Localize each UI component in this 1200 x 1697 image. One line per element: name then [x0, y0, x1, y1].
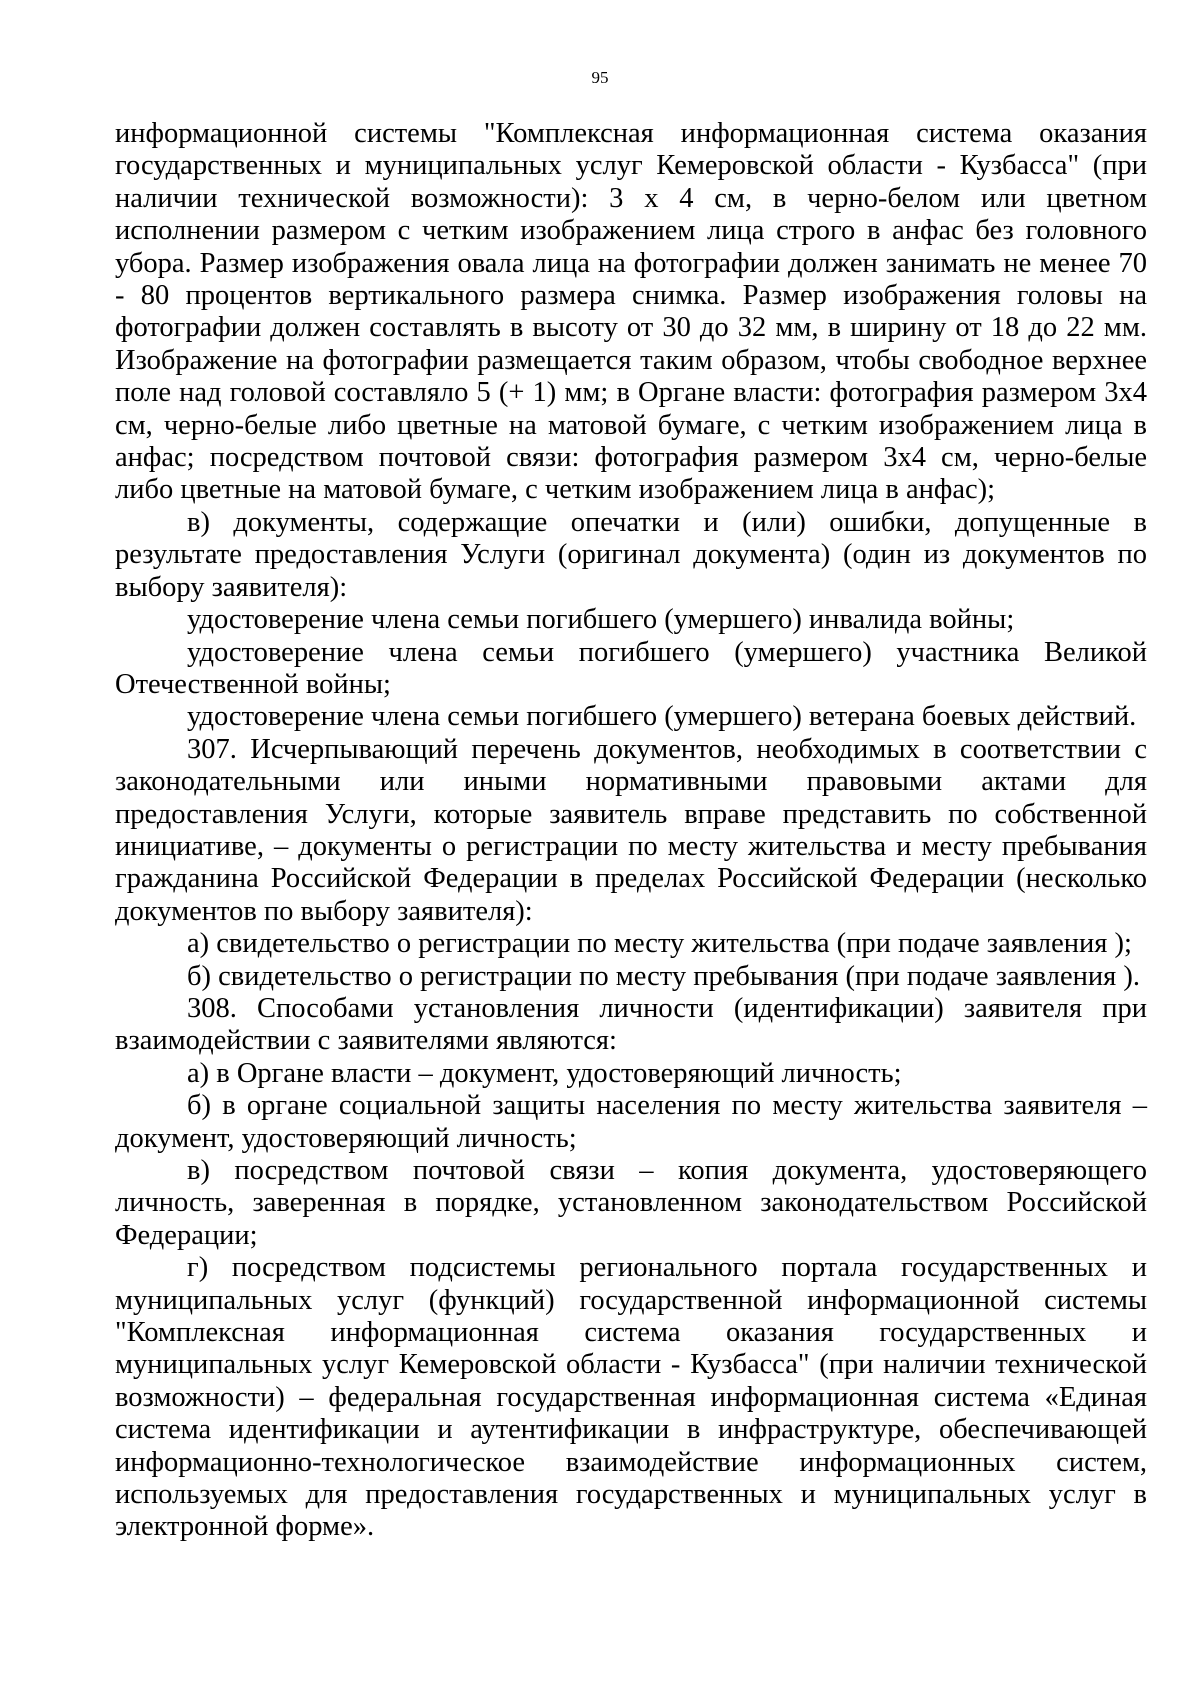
paragraph: 308. Способами установления личности (идентификации) заявителя при взаимодействии с заявителями являются: — [115, 992, 1147, 1057]
paragraph: б) свидетельство о регистрации по месту пребывания (при подаче заявления ). — [187, 960, 1141, 992]
paragraph: удостоверение члена семьи погибшего (умершего) инвалида войны; — [187, 604, 1015, 636]
paragraph: удостоверение члена семьи погибшего (умершего) ветерана боевых действий. — [187, 701, 1137, 733]
page-number: 95 — [591, 68, 609, 87]
paragraph: информационной системы "Комплексная информационная система оказания государственных и муниципальных услуг Кемеровской области - Кузбасса" (при наличии технической возможности): 3 х 4 см, в черно-белом или цветном исполнении размером с четким изображением лица строго в анфас без головного убора. Размер изображения овала лица на фотографии должен занимать не менее 70 - 80 процентов вертикального размера снимка. Размер изображения головы на фотографии должен составлять в высоту от 30 до 32 мм, в ширину от 18 до 22 мм. Изображение на фотографии размещается таким образом, чтобы свободное верхнее поле над головой составляло 5 (+ 1) мм; в Органе власти: фотография размером 3х4 см, черно-белые либо цветные на матовой бумаге, с четким изображением лица в анфас; посредством почтовой связи: фотография размером 3х4 см, черно-белые либо цветные на матовой бумаге, с четким изображением лица в анфас); — [115, 118, 1147, 506]
paragraph: г) посредством подсистемы регионального портала государственных и муниципальных услуг (функций) государственной информационной системы "Комплексная информационная система оказания государственных и муниципальных услуг Кемеровской области - Кузбасса" (при наличии технической возможности) – федеральная государственная информационная система «Единая система идентификации и аутентификации в инфраструктуре, обеспечивающей информационно-технологическое взаимодействие информационных систем, используемых для предоставления государственных и муниципальных услуг в электронной форме». — [115, 1252, 1147, 1543]
paragraph: 307. Исчерпывающий перечень документов, необходимых в соответствии с законодательными или иными нормативными правовыми актами для предоставления Услуги, которые заявитель вправе представить по собственной инициативе, – документы о регистрации по месту жительства и месту пребывания гражданина Российской Федерации в пределах Российской Федерации (несколько документов по выбору заявителя): — [115, 733, 1147, 927]
paragraph: удостоверение члена семьи погибшего (умершего) участника Великой Отечественной войны; — [115, 636, 1147, 700]
paragraph: а) в Органе власти – документ, удостоверяющий личность; — [187, 1057, 902, 1089]
paragraph: в) посредством почтовой связи – копия документа, удостоверяющего личность, заверенная в порядке, установленном законодательством Российской Федерации; — [115, 1155, 1147, 1251]
paragraph: а) свидетельство о регистрации по месту жительства (при подаче заявления ); — [187, 928, 1132, 960]
paragraph: б) в органе социальной защиты населения по месту жительства заявителя – документ, удостоверяющий личность; — [115, 1090, 1147, 1154]
paragraph: в) документы, содержащие опечатки и (или) ошибки, допущенные в результате предоставления Услуги (оригинал документа) (один из документов по выбору заявителя): — [115, 506, 1147, 603]
document-body — [115, 118, 1147, 1544]
